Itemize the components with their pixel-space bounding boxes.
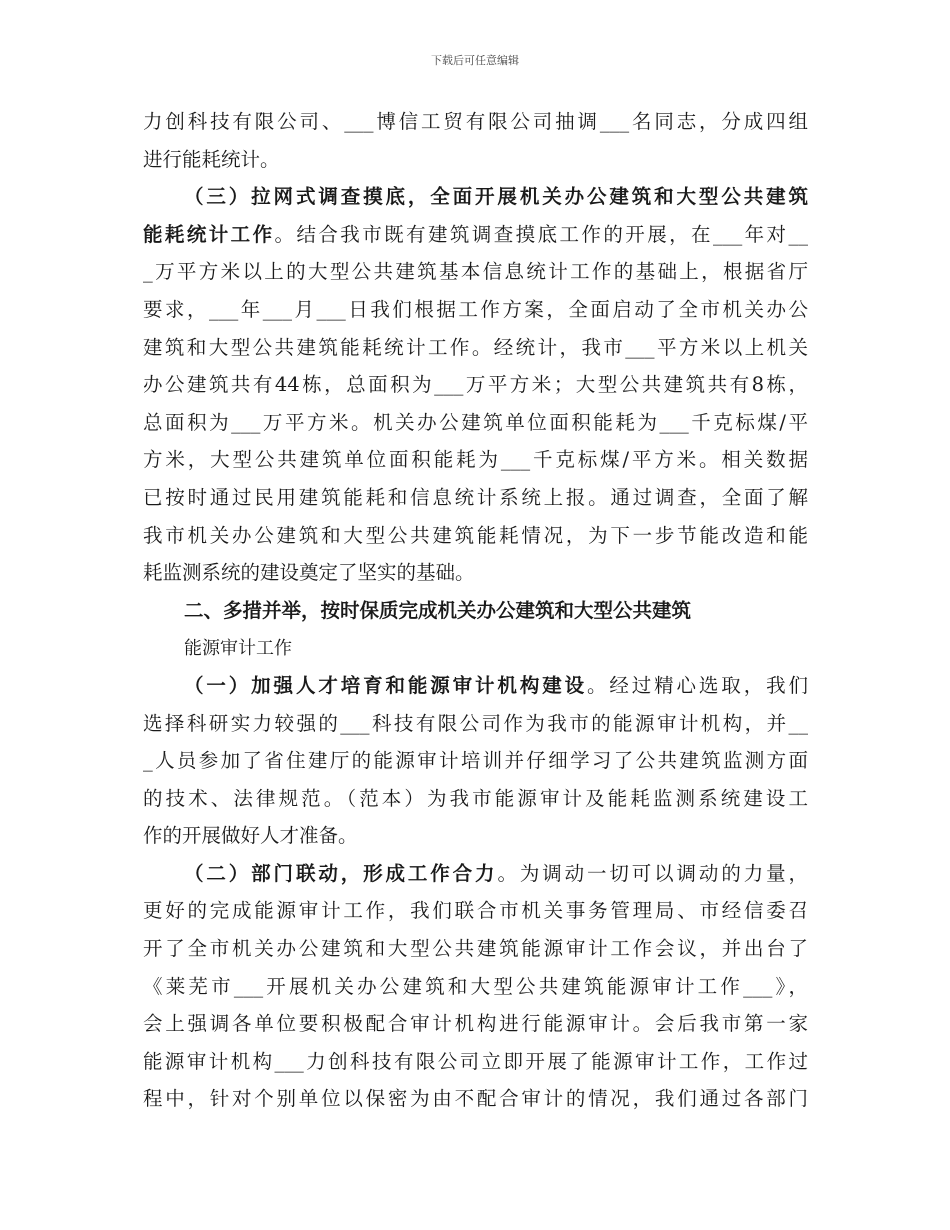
body-line-24 bbox=[143, 968, 808, 1006]
body-line-21 bbox=[143, 855, 808, 893]
body-line-19 bbox=[143, 780, 808, 818]
line-text: 更好的完成能源审计工作，我们联合市机关事务管理局、市经信委召 bbox=[143, 899, 808, 923]
line-text: 要求，___年___月___日我们根据工作方案，全面启动了全市机关办公 bbox=[143, 297, 808, 321]
bold-heading: 能耗统计工作 bbox=[143, 222, 275, 246]
body-line-4 bbox=[143, 216, 808, 254]
line-text: 我市机关办公建筑和大型公共建筑能耗情况，为下一步节能改造和能 bbox=[143, 523, 808, 547]
bold-heading: 二、多措并举，按时保质完成机关办公建筑和大型公共建筑 bbox=[184, 598, 692, 622]
line-text: 方米，大型公共建筑单位面积能耗为___千克标煤/平方米。相关数据 bbox=[143, 448, 808, 472]
bold-heading: （一）加强人才培育和能源审计机构建设 bbox=[184, 673, 587, 697]
document-body bbox=[143, 103, 808, 1118]
line-text: _万平方米以上的大型公共建筑基本信息统计工作的基础上，根据省厅 bbox=[143, 260, 808, 284]
body-line-22 bbox=[143, 892, 808, 930]
line-text: 已按时通过民用建筑能耗和信息统计系统上报。通过调查，全面了解 bbox=[143, 485, 808, 509]
section-heading-3 bbox=[143, 178, 808, 216]
line-text: 会上强调各单位要积极配合审计机构进行能源审计。会后我市第一家 bbox=[143, 1012, 808, 1036]
line-text: 程中，针对个别单位以保密为由不配合审计的情况，我们通过各部门 bbox=[143, 1087, 808, 1111]
body-line-13 bbox=[143, 554, 808, 592]
line-text: 耗监测系统的建设奠定了坚实的基础。 bbox=[143, 561, 475, 585]
line-text: 能源审计机构___力创科技有限公司立即开展了能源审计工作，工作过 bbox=[143, 1049, 808, 1073]
line-text: 选择科研实力较强的___科技有限公司作为我市的能源审计机构，并__ bbox=[143, 711, 808, 735]
line-text: 。经过精心选取，我们 bbox=[586, 673, 808, 697]
line-text: 《莱芜市___开展机关办公建筑和大型公共建筑能源审计工作___》， bbox=[143, 974, 808, 998]
body-line-1 bbox=[143, 103, 808, 141]
line-text: _人员参加了省住建厅的能源审计培训并仔细学习了公共建筑监测方面 bbox=[143, 749, 808, 773]
body-line-27 bbox=[143, 1080, 808, 1118]
heading-continuation: 能源审计工作 bbox=[184, 638, 292, 660]
body-line-2 bbox=[143, 141, 808, 179]
body-line-6 bbox=[143, 291, 808, 329]
line-text: 。为调动一切可以调动的力量， bbox=[497, 861, 808, 885]
body-line-26 bbox=[143, 1043, 808, 1081]
body-line-7 bbox=[143, 329, 808, 367]
body-line-18 bbox=[143, 742, 808, 780]
body-line-16 bbox=[143, 667, 808, 705]
body-line-17 bbox=[143, 705, 808, 743]
body-line-8 bbox=[143, 366, 808, 404]
body-line-9 bbox=[143, 404, 808, 442]
line-text: 作的开展做好人才准备。 bbox=[143, 824, 358, 848]
line-text: 总面积为___万平方米。机关办公建筑单位面积能耗为___千克标煤/平 bbox=[143, 410, 808, 434]
line-text: 力创科技有限公司、___博信工贸有限公司抽调___名同志，分成四组 bbox=[143, 110, 808, 133]
bold-heading: （三）拉网式调查摸底，全面开展机关办公建筑和大型公共建筑 bbox=[184, 185, 808, 209]
body-line-25 bbox=[143, 1005, 808, 1043]
bold-heading: （二）部门联动，形成工作合力 bbox=[184, 861, 498, 885]
line-text: 开了全市机关办公建筑和大型公共建筑能源审计工作会议，并出台了 bbox=[143, 937, 808, 961]
body-line-20 bbox=[143, 817, 808, 855]
body-line-5 bbox=[143, 253, 808, 291]
line-text: 建筑和大型公共建筑能耗统计工作。经统计，我市___平方米以上机关 bbox=[143, 335, 808, 359]
section-heading-14 bbox=[143, 592, 808, 630]
line-text: 。结合我市既有建筑调查摸底工作的开展，在___年对__ bbox=[274, 222, 808, 246]
line-text: 进行能耗统计。 bbox=[143, 147, 280, 171]
section-heading-15 bbox=[143, 629, 808, 667]
page-header: 下载后可任意编辑 bbox=[431, 54, 519, 67]
body-line-23 bbox=[143, 930, 808, 968]
line-text: 的技术、法律规范。（范本）为我市能源审计及能耗监测系统建设工 bbox=[143, 786, 808, 810]
body-line-12 bbox=[143, 517, 808, 555]
body-line-10 bbox=[143, 441, 808, 479]
line-text: 办公建筑共有44栋，总面积为___万平方米；大型公共建筑共有8栋， bbox=[143, 373, 808, 397]
body-line-11 bbox=[143, 479, 808, 517]
